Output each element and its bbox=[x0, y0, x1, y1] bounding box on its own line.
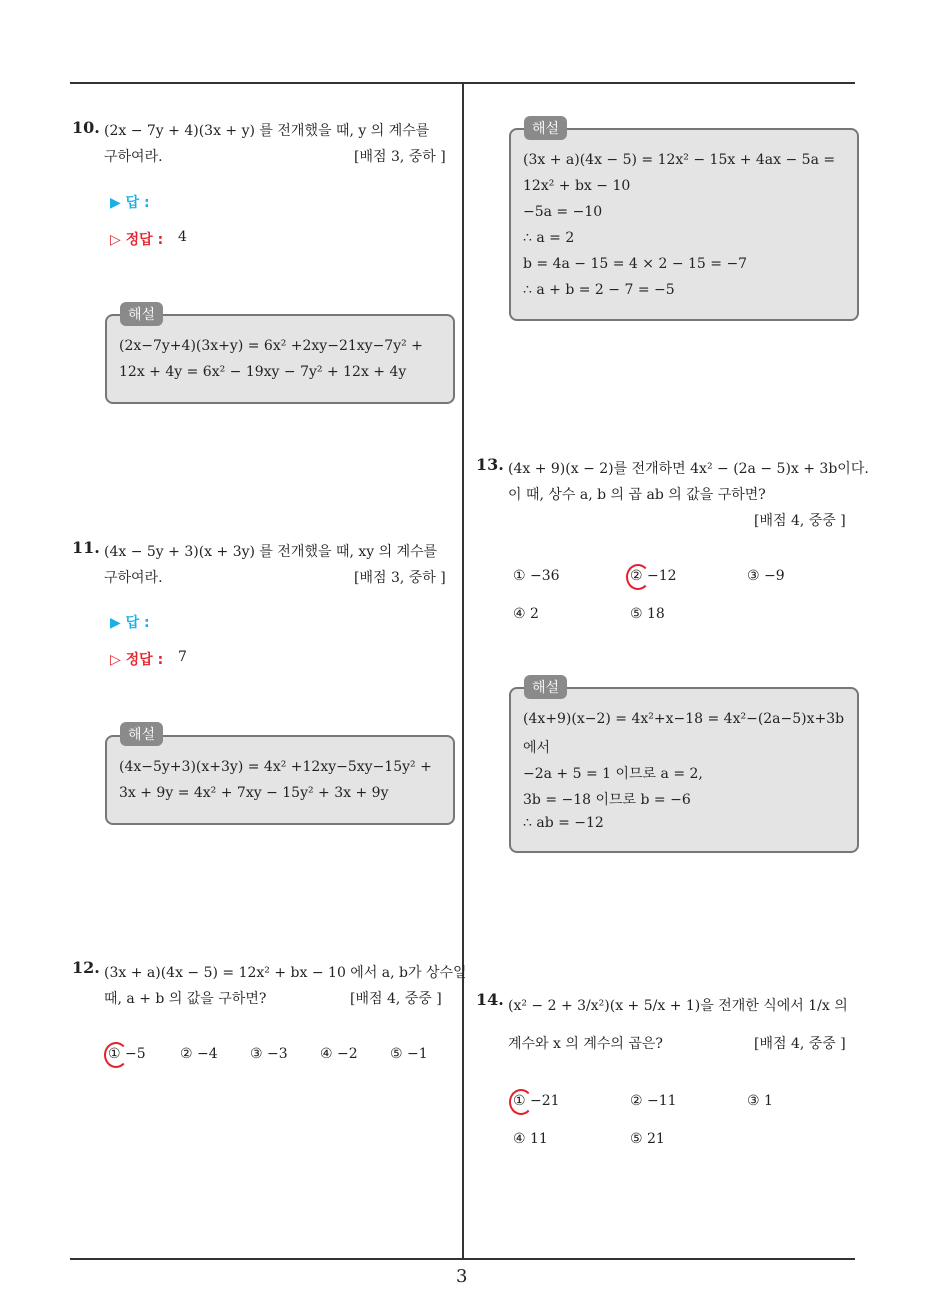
question-13-text-2: 이 때, 상수 a, b 의 곱 ab 의 값을 구하면? bbox=[508, 487, 766, 503]
solution-line: (4x−5y+3)(x+3y) = 4x² +12xy−5xy−15y² + bbox=[119, 759, 432, 775]
solution-line: b = 4a − 15 = 4 × 2 − 15 = −7 bbox=[523, 256, 748, 272]
solution-line: 3b = −18 이므로 b = −6 bbox=[523, 792, 691, 808]
question-11-answer-label: ▶ 답 : bbox=[110, 615, 150, 631]
choice-2[interactable]: ② −4 bbox=[180, 1046, 218, 1062]
choice-4[interactable]: ④ 11 bbox=[513, 1131, 548, 1147]
question-13-solution-tag: 해설 bbox=[524, 675, 567, 699]
solution-line: ∴ ab = −12 bbox=[523, 815, 604, 831]
question-11-solution-box bbox=[105, 735, 455, 825]
center-divider bbox=[462, 82, 464, 1260]
question-11-number: 11. bbox=[72, 538, 100, 557]
choice-5[interactable]: ⑤ 18 bbox=[630, 606, 665, 622]
question-10-text-2: 구하여라. bbox=[104, 149, 163, 165]
correct-mark-circle bbox=[104, 1042, 128, 1068]
question-14-number: 14. bbox=[476, 990, 504, 1009]
question-11-correct-value: 7 bbox=[178, 649, 187, 665]
solution-line: 12x + 4y = 6x² − 19xy − 7y² + 12x + 4y bbox=[119, 364, 407, 380]
solution-line: ∴ a + b = 2 − 7 = −5 bbox=[523, 282, 675, 298]
question-10-correct-value: 4 bbox=[178, 229, 187, 245]
solution-line: (2x−7y+4)(3x+y) = 6x² +2xy−21xy−7y² + bbox=[119, 338, 423, 354]
question-10-meta: [배점 3, 중하 ] bbox=[354, 149, 446, 165]
choice-5[interactable]: ⑤ 21 bbox=[630, 1131, 665, 1147]
choice-4[interactable]: ④ 2 bbox=[513, 606, 539, 622]
choice-2[interactable]: ② −11 bbox=[630, 1093, 677, 1109]
choice-5[interactable]: ⑤ −1 bbox=[390, 1046, 428, 1062]
question-10-number: 10. bbox=[72, 118, 100, 137]
question-10-correct-label: ▷ 정답 : bbox=[110, 232, 164, 248]
solution-line: 12x² + bx − 10 bbox=[523, 178, 631, 194]
question-12-solution-box bbox=[509, 128, 859, 321]
question-14-text: (x² − 2 + 3/x²)(x + 5/x + 1)을 전개한 식에서 1/x 의 bbox=[508, 998, 848, 1014]
question-12-meta: [배점 4, 중중 ] bbox=[350, 991, 442, 1007]
choice-4[interactable]: ④ −2 bbox=[320, 1046, 358, 1062]
question-14-meta: [배점 4, 중중 ] bbox=[754, 1036, 846, 1052]
correct-mark-circle bbox=[509, 1089, 533, 1115]
choice-1[interactable]: ① −36 bbox=[513, 568, 560, 584]
question-13-solution-box bbox=[509, 687, 859, 853]
question-12-text: (3x + a)(4x − 5) = 12x² + bx − 10 에서 a, b가 상수일 bbox=[104, 965, 467, 981]
question-10-solution-box bbox=[105, 314, 455, 404]
solution-line: (3x + a)(4x − 5) = 12x² − 15x + 4ax − 5a = bbox=[523, 152, 836, 168]
solution-line: ∴ a = 2 bbox=[523, 230, 575, 246]
question-11-meta: [배점 3, 중하 ] bbox=[354, 570, 446, 586]
question-10-solution-tag: 해설 bbox=[120, 302, 163, 326]
question-13-number: 13. bbox=[476, 455, 504, 474]
question-10-answer-label: ▶ 답 : bbox=[110, 195, 150, 211]
question-11-text-2: 구하여라. bbox=[104, 570, 163, 586]
question-13-text: (4x + 9)(x − 2)를 전개하면 4x² − (2a − 5)x + 3b이다. bbox=[508, 461, 869, 477]
choice-2[interactable]: ② −12 bbox=[630, 568, 677, 584]
solution-line: 에서 bbox=[523, 740, 551, 756]
solution-line: 3x + 9y = 4x² + 7xy − 15y² + 3x + 9y bbox=[119, 785, 389, 801]
correct-mark-circle bbox=[626, 564, 650, 590]
question-12-text-2: 때, a + b 의 값을 구하면? bbox=[104, 991, 267, 1007]
solution-line: −2a + 5 = 1 이므로 a = 2, bbox=[523, 766, 703, 782]
choice-1[interactable]: ① −21 bbox=[513, 1093, 560, 1109]
question-12-solution-tag: 해설 bbox=[524, 116, 567, 140]
choice-3[interactable]: ③ 1 bbox=[747, 1093, 773, 1109]
question-13-meta: [배점 4, 중중 ] bbox=[754, 513, 846, 529]
page-number: 3 bbox=[456, 1266, 468, 1287]
question-10-text: (2x − 7y + 4)(3x + y) 를 전개했을 때, y 의 계수를 bbox=[104, 123, 430, 139]
choice-1[interactable]: ① −5 bbox=[108, 1046, 146, 1062]
question-11-correct-label: ▷ 정답 : bbox=[110, 652, 164, 668]
question-11-solution-tag: 해설 bbox=[120, 722, 163, 746]
solution-line: −5a = −10 bbox=[523, 204, 603, 220]
choice-3[interactable]: ③ −3 bbox=[250, 1046, 288, 1062]
question-11-text: (4x − 5y + 3)(x + 3y) 를 전개했을 때, xy 의 계수를 bbox=[104, 544, 438, 560]
solution-line: (4x+9)(x−2) = 4x²+x−18 = 4x²−(2a−5)x+3b bbox=[523, 711, 845, 727]
question-12-number: 12. bbox=[72, 958, 100, 977]
choice-3[interactable]: ③ −9 bbox=[747, 568, 785, 584]
question-14-text-2: 계수와 x 의 계수의 곱은? bbox=[508, 1036, 663, 1052]
bottom-rule bbox=[70, 1258, 855, 1260]
